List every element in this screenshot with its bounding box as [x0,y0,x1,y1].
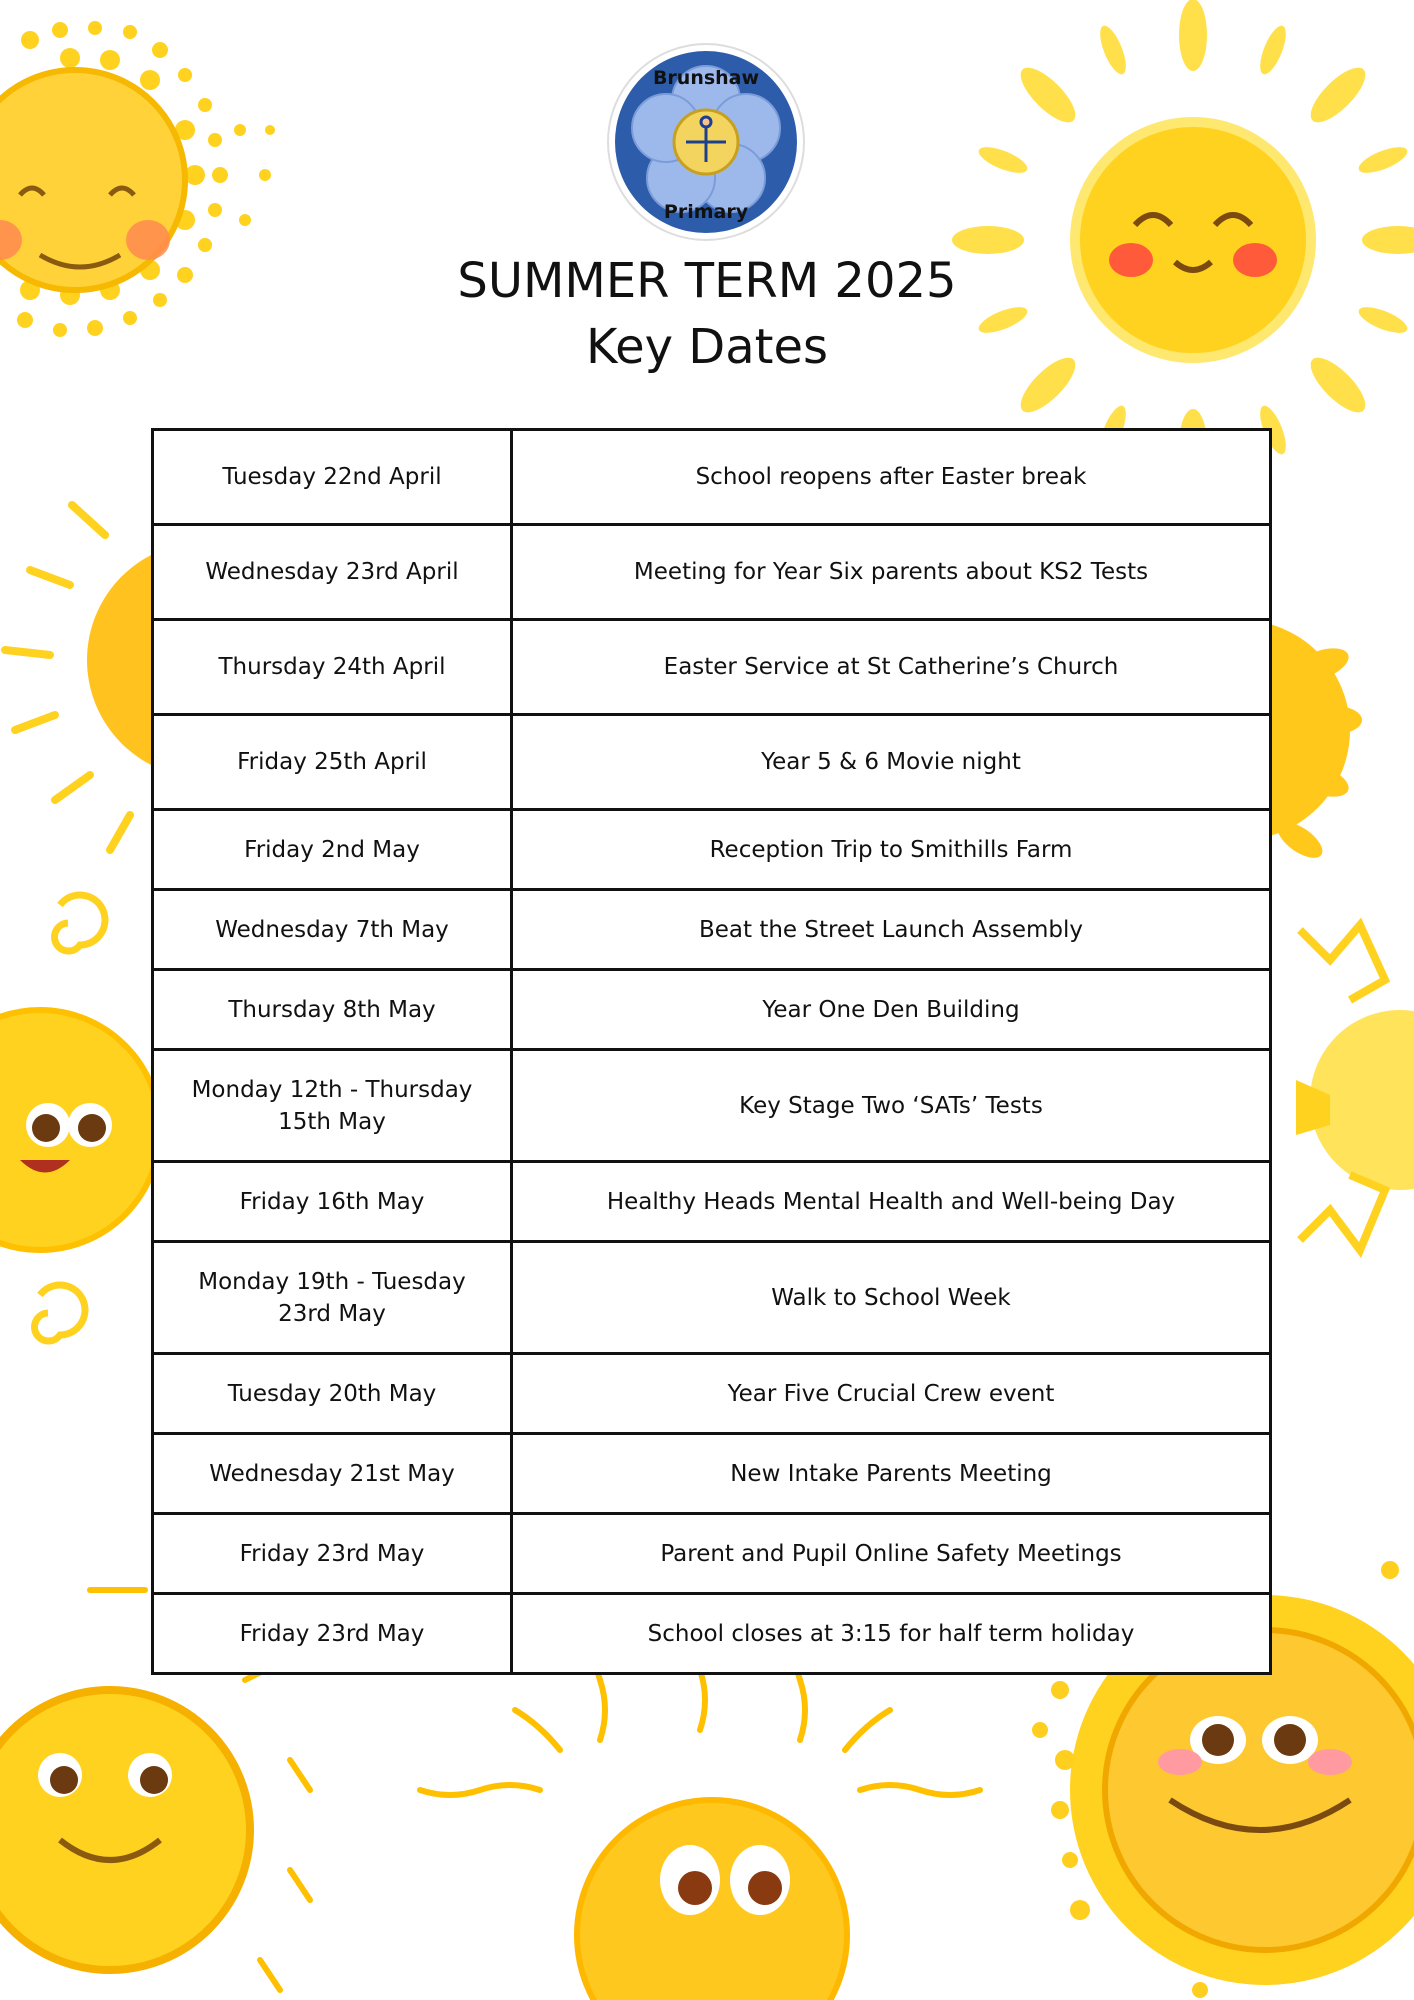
date-cell: Tuesday 20th May [153,1354,512,1434]
event-cell: Beat the Street Launch Assembly [512,890,1271,970]
event-cell: Easter Service at St Catherine’s Church [512,620,1271,715]
key-dates-table [151,428,1272,1675]
event-cell: Meeting for Year Six parents about KS2 Tests [512,525,1271,620]
date-cell: Thursday 24th April [153,620,512,715]
event-cell: School reopens after Easter break [512,430,1271,525]
date-cell: Monday 12th - Thursday 15th May [153,1050,512,1162]
table-row [153,970,1271,1050]
event-cell: Parent and Pupil Online Safety Meetings [512,1514,1271,1594]
date-cell: Wednesday 23rd April [153,525,512,620]
event-cell: Key Stage Two ‘SATs’ Tests [512,1050,1271,1162]
logo-name-bottom: Primary [663,201,749,223]
table-row [153,620,1271,715]
event-cell: Year Five Crucial Crew event [512,1354,1271,1434]
date-cell: Wednesday 7th May [153,890,512,970]
event-cell: Walk to School Week [512,1242,1271,1354]
table-row [153,1242,1271,1354]
event-cell: Healthy Heads Mental Health and Well-being Day [512,1162,1271,1242]
date-cell: Monday 19th - Tuesday 23rd May [153,1242,512,1354]
school-logo [606,42,806,242]
date-cell: Thursday 8th May [153,970,512,1050]
table-row [153,1434,1271,1514]
date-cell: Friday 23rd May [153,1514,512,1594]
table-row [153,890,1271,970]
table-row [153,810,1271,890]
top-right-sun-icon [952,0,1414,481]
table-row [153,525,1271,620]
page-subtitle: Key Dates [585,319,828,375]
event-cell: Year One Den Building [512,970,1271,1050]
event-cell: School closes at 3:15 for half term holiday [512,1594,1271,1674]
table-row [153,1514,1271,1594]
event-cell: New Intake Parents Meeting [512,1434,1271,1514]
logo-name-top: Brunshaw [652,67,760,89]
event-cell: Year 5 & 6 Movie night [512,715,1271,810]
page-title: SUMMER TERM 2025 [457,253,957,309]
table-row [153,715,1271,810]
left-swirl-sun-icon [0,895,160,1341]
table-row [153,1162,1271,1242]
right-crown-sun-icon [1296,925,1414,1250]
table-row [153,1594,1271,1674]
table-row [153,1354,1271,1434]
date-cell: Friday 16th May [153,1162,512,1242]
date-cell: Wednesday 21st May [153,1434,512,1514]
table-row [153,1050,1271,1162]
event-cell: Reception Trip to Smithills Farm [512,810,1271,890]
table-row [153,430,1271,525]
date-cell: Friday 25th April [153,715,512,810]
date-cell: Friday 23rd May [153,1594,512,1674]
date-cell: Friday 2nd May [153,810,512,890]
date-cell: Tuesday 22nd April [153,430,512,525]
